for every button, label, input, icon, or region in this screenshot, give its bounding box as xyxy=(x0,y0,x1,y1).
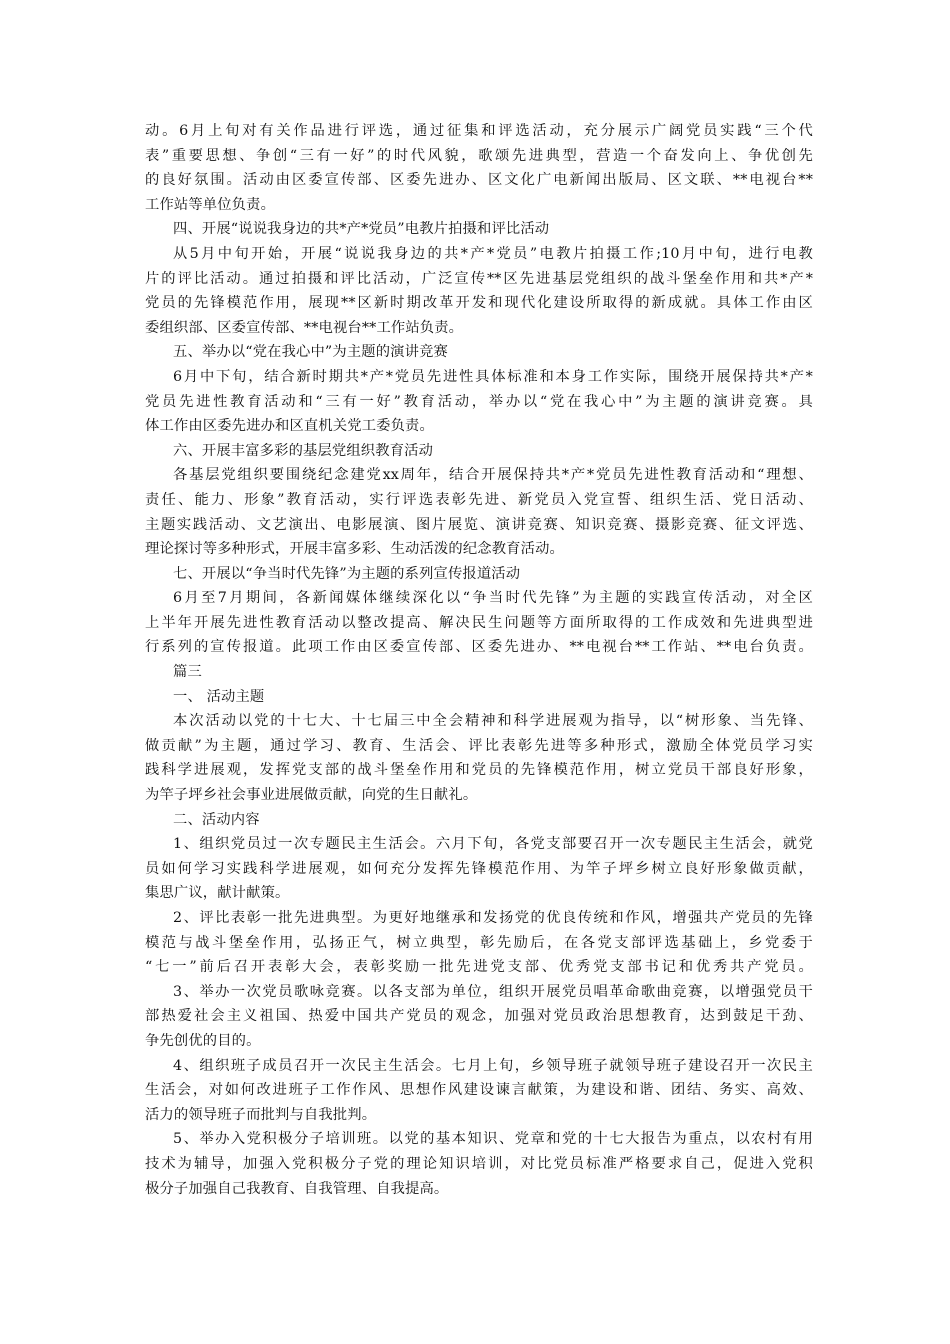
text-line: 3、举办一次党员歌咏竞赛。以各支部为单位，组织开展党员唱革命歌曲竞赛，以增强党员干 xyxy=(173,983,813,1000)
text-line: 做贡献”为主题，通过学习、教育、生活会、评比表彰先进等多种形式，激励全体党员学习实 xyxy=(145,737,813,754)
text-line: 2、评比表彰一批先进典型。为更好地继承和发扬党的优良传统和作风，增强共产党员的先锋 xyxy=(173,910,813,926)
text-line: 6月中下旬，结合新时期共*产*党员先进性具体标准和本身工作实际，围绕开展保持共*产* xyxy=(173,368,813,385)
text-line: 表”重要思想、争创“三有一好”的时代风貌，歌颂先进典型，营造一个奋发向上、争优创先 xyxy=(145,147,813,164)
text-line: 工作站等单位负责。 xyxy=(145,196,276,213)
text-line: 党员先进性教育活动和“三有一好”教育活动，举办以“党在我心中”为主题的演讲竞赛。具 xyxy=(145,393,813,410)
text-line: 片的评比活动。通过拍摄和评比活动，广泛宣传**区先进基层党组织的战斗堡垒作用和共*产* xyxy=(145,270,813,287)
text-line: 理论探讨等多种形式，开展丰富多彩、生动活泼的纪念教育活动。 xyxy=(145,541,564,558)
text-line: 活力的领导班子而批判与自我批判。 xyxy=(145,1106,377,1123)
text-line: 部热爱社会主义祖国、热爱中国共产党员的观念，加强对党员政治思想教育，达到鼓足干劲、 xyxy=(145,1008,813,1025)
text-line: 本次活动以党的十七大、十七届三中全会精神和科学进展观为指导，以“树形象、当先锋、 xyxy=(173,713,813,730)
text-line: 1、组织党员过一次专题民主生活会。六月下旬，各党支部要召开一次专题民主生活会，就党 xyxy=(173,836,813,853)
text-line: 极分子加强自己我教育、自我管理、自我提高。 xyxy=(145,1180,449,1197)
text-line: “七一”前后召开表彰大会，表彰奖励一批先进党支部、优秀党支部书记和优秀共产党员。 xyxy=(145,959,813,976)
text-line: 6月至7月期间，各新闻媒体继续深化以“争当时代先锋”为主题的实践宣传活动，对全区 xyxy=(173,590,813,607)
text-line: 模范与战斗堡垒作用，弘扬正气，树立典型，彰先励后，在各党支部评选基础上，乡党委于 xyxy=(145,934,813,951)
text-line: 篇三 xyxy=(173,664,202,681)
text-line: 技术为辅导，加强入党积极分子党的理论知识培训，对比党员标准严格要求自己，促进入党积 xyxy=(145,1155,813,1172)
text-line: 动。6月上旬对有关作品进行评选，通过征集和评选活动，充分展示广阔党员实践“三个代 xyxy=(145,123,813,139)
text-line: 各基层党组织要围绕纪念建党xx周年，结合开展保持共*产*党员先进性教育活动和“理想、 xyxy=(173,467,813,484)
text-line: 生活会，对如何改进班子工作作风、思想作风建设谏言献策，为建设和谐、团结、务实、高效、 xyxy=(145,1082,813,1099)
text-line: 上半年开展先进性教育活动以整改提高、解决民生问题等方面所取得的工作成效和先进典型进 xyxy=(145,614,813,631)
text-line: 争先创优的目的。 xyxy=(145,1032,261,1049)
text-line: 践科学进展观，发挥党支部的战斗堡垒作用和党员的先锋模范作用，树立党员干部良好形象， xyxy=(145,762,813,779)
document-page xyxy=(145,119,813,1201)
text-line: 责任、能力、形象”教育活动，实行评选表彰先进、新党员入党宣誓、组织生活、党日活动、 xyxy=(145,491,813,508)
text-line: 体工作由区委先进办和区直机关党工委负责。 xyxy=(145,418,434,435)
text-line: 一、 活动主题 xyxy=(173,688,265,705)
text-line: 4、组织班子成员召开一次民主生活会。七月上旬，乡领导班子就领导班子建设召开一次民主 xyxy=(173,1057,813,1074)
text-line: 党员的先锋模范作用，展现**区新时期改革开发和现代化建设所取得的新成就。具体工作由区 xyxy=(145,295,813,312)
text-line: 集思广议，献计献策。 xyxy=(145,885,290,902)
text-line: 从5月中旬开始，开展“说说我身边的共*产*党员”电教片拍摄工作;10月中旬，进行电教 xyxy=(173,245,813,262)
text-line: 二、活动内容 xyxy=(173,811,260,828)
text-line: 委组织部、区委宣传部、**电视台**工作站负责。 xyxy=(145,319,464,336)
text-line: 员如何学习实践科学进展观，如何充分发挥先锋模范作用、为竿子坪乡树立良好形象做贡献， xyxy=(145,860,813,877)
text-line: 5、举办入党积极分子培训班。以党的基本知识、党章和党的十七大报告为重点，以农村有用 xyxy=(173,1131,813,1148)
text-line: 四、开展“说说我身边的共*产*党员”电教片拍摄和评比活动 xyxy=(173,221,550,238)
text-line: 六、开展丰富多彩的基层党组织教育活动 xyxy=(173,442,434,459)
text-line: 的良好氛围。活动由区委宣传部、区委先进办、区文化广电新闻出版局、区文联、**电视台** xyxy=(145,172,813,189)
text-line: 五、举办以“党在我心中”为主题的演讲竞赛 xyxy=(173,344,448,361)
text-line: 主题实践活动、文艺演出、电影展演、图片展览、演讲竞赛、知识竞赛、摄影竞赛、征文评选、 xyxy=(145,516,813,533)
text-line: 行系列的宣传报道。此项工作由区委宣传部、区委先进办、**电视台**工作站、**电台负责。 xyxy=(145,639,813,656)
text-line: 七、开展以“争当时代先锋”为主题的系列宣传报道活动 xyxy=(173,565,521,582)
text-line: 为竿子坪乡社会事业进展做贡献，向党的生日献礼。 xyxy=(145,787,478,804)
